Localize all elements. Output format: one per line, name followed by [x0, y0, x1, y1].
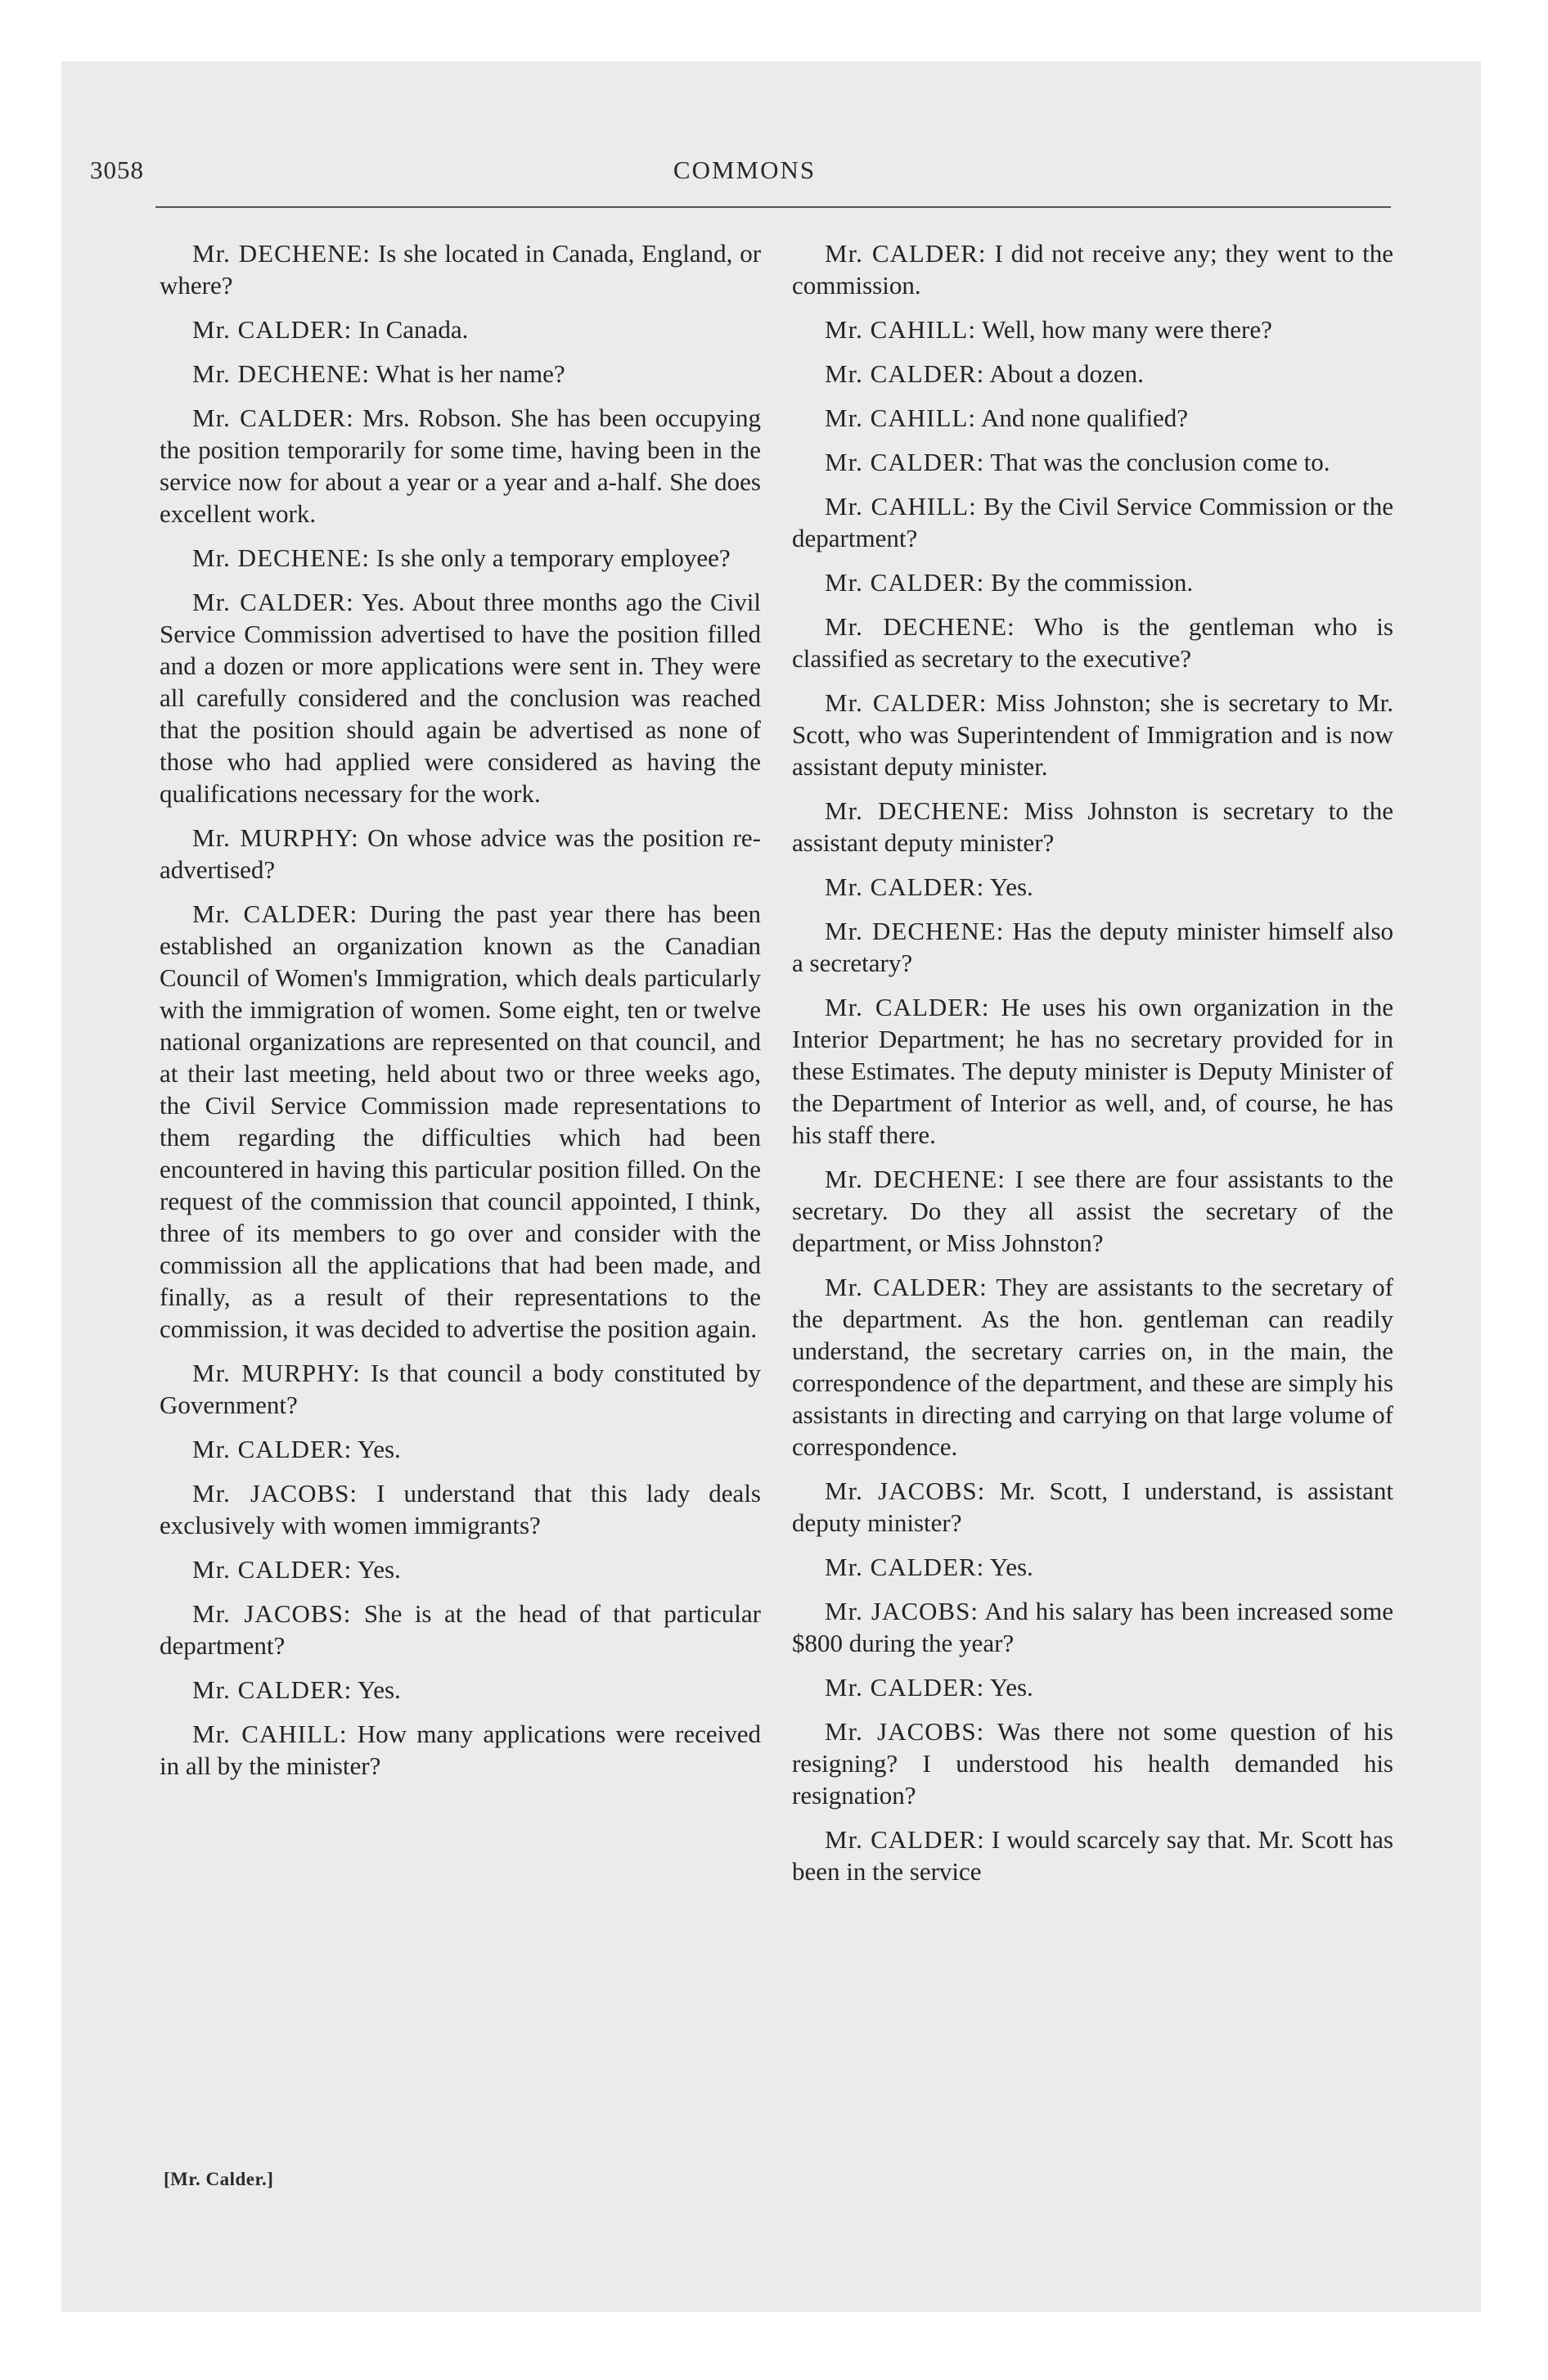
speech-paragraph	[792, 1163, 1393, 1259]
speech-paragraph	[792, 1551, 1393, 1583]
speaker-name: Mr. CALDER:	[825, 688, 988, 717]
left-column	[160, 237, 761, 1794]
speech-paragraph	[792, 1715, 1393, 1811]
speaker-name: Mr. DECHENE:	[192, 359, 370, 388]
speaker-name: Mr. JACOBS:	[825, 1717, 985, 1746]
speech-paragraph	[792, 313, 1393, 345]
speech-text: Has the deputy minister himself also a secretary?	[792, 917, 1394, 977]
speech-text: Is she located in Canada, England, or where?	[160, 239, 762, 300]
speech-text: Yes. About three months ago the Civil Service Commission advertised to have the position filled and a dozen or more applications were sent in. They were all carefully considered and the conclusion was reached that the position should again be advertised as none of those who had applied were considered as having the qualifications necessary for the work.	[160, 588, 761, 808]
speaker-name: Mr. CALDER:	[825, 993, 990, 1021]
speaker-name: Mr. CALDER:	[192, 1435, 353, 1463]
speaker-name: Mr. CAHILL:	[825, 492, 977, 521]
speech-paragraph	[160, 586, 761, 809]
speech-text: I did not receive any; they went to the commission.	[792, 239, 1393, 300]
speech-text: Mr. Scott, I understand, is assistant deputy minister?	[792, 1476, 1393, 1537]
speech-paragraph	[792, 490, 1393, 554]
speech-text: In Canada.	[358, 315, 469, 344]
speech-text: She is at the head of that particular department?	[160, 1599, 761, 1660]
speech-text: I see there are four assistants to the secretary. Do they all assist the secretary of the department, or Miss Johnston?	[792, 1165, 1394, 1257]
speaker-name: Mr. CAHILL:	[825, 403, 976, 432]
speaker-name: Mr. DECHENE:	[825, 796, 1010, 825]
speaker-name: Mr. CAHILL:	[825, 315, 976, 344]
speech-text: Yes.	[989, 1553, 1033, 1581]
speaker-name: Mr. JACOBS:	[192, 1599, 352, 1628]
page-title: COMMONS	[673, 156, 817, 184]
speaker-name: Mr. CALDER:	[825, 359, 985, 388]
speaker-name: Mr. JACOBS:	[825, 1597, 979, 1625]
speech-text: That was the conclusion come to.	[990, 448, 1330, 476]
speech-paragraph	[792, 991, 1393, 1151]
speaker-name: Mr. DECHENE:	[825, 917, 1005, 945]
speech-paragraph	[792, 1595, 1393, 1659]
speech-paragraph	[160, 822, 761, 886]
speech-paragraph	[792, 402, 1393, 434]
speech-paragraph	[160, 1598, 761, 1661]
speech-text: Yes.	[357, 1675, 401, 1704]
speech-paragraph	[792, 566, 1393, 598]
speaker-name: Mr. CALDER:	[825, 448, 985, 476]
speaker-name: Mr. CALDER:	[825, 568, 985, 597]
speech-text: I understand that this lady deals exclusively with women immigrants?	[160, 1479, 761, 1539]
speech-paragraph	[792, 915, 1393, 979]
speaker-name: Mr. CALDER:	[192, 315, 353, 344]
speaker-name: Mr. JACOBS:	[192, 1479, 358, 1508]
speaker-name: Mr. JACOBS:	[825, 1476, 986, 1505]
speech-paragraph	[792, 1475, 1393, 1539]
speech-paragraph	[792, 237, 1393, 301]
speaker-name: Mr. CALDER:	[825, 1673, 985, 1702]
speaker-name: Mr. CALDER:	[825, 239, 987, 268]
speech-paragraph	[792, 446, 1393, 478]
speaker-name: Mr. DECHENE:	[192, 239, 371, 268]
page-number: 3058	[90, 156, 144, 184]
speech-paragraph	[792, 795, 1393, 859]
speech-paragraph	[160, 898, 761, 1345]
speech-text: By the Civil Service Commission or the department?	[792, 492, 1393, 552]
speech-text: Yes.	[357, 1435, 401, 1463]
speaker-name: Mr. DECHENE:	[192, 543, 370, 572]
speech-paragraph	[792, 1671, 1393, 1703]
speaker-name: Mr. CALDER:	[192, 1675, 353, 1704]
speech-text: Yes.	[357, 1555, 401, 1584]
speech-text: During the past year there has been established an organization known as the Canadian Council of Women's Immigration, which deals particularly with the immigration of women. Some eight, ten or twelve national organizations are represented on that council, and at their last meeting, held about two or three weeks ago, the Civil Service Commission made representations to them regarding the difficulties which had been encountered in having this particular position filled. On the request of the commission that council appointed, I think, three of its members to go over and consider with the commission all the applications that had been made, and finally, as a result of their representations to the commission, it was decided to advertise the position again.	[160, 899, 761, 1343]
speech-text: About a dozen.	[989, 359, 1144, 388]
speech-paragraph	[792, 611, 1393, 674]
speech-paragraph	[160, 402, 761, 530]
speaker-name: Mr. CALDER:	[825, 1553, 985, 1581]
speech-paragraph	[792, 871, 1393, 903]
speech-text: On whose advice was the position re-advertised?	[160, 823, 761, 884]
speech-text: Mrs. Robson. She has been occupying the position temporarily for some time, having been in the service now for about a year or a year and a-half. She does excellent work.	[160, 403, 761, 528]
speaker-name: Mr. DECHENE:	[825, 612, 1015, 641]
speech-text: They are assistants to the secretary of the department. As the hon. gentleman can readily understand, the secretary carries on, in the main, the correspondence of the department, and these are simply his assistants in directing and carrying on that large volume of correspondence.	[792, 1273, 1393, 1461]
speech-paragraph	[792, 1271, 1393, 1463]
speech-paragraph	[160, 313, 761, 345]
speech-text: How many applications were received in all by the minister?	[160, 1720, 761, 1780]
speech-paragraph	[792, 687, 1393, 782]
speech-paragraph	[160, 542, 761, 574]
speech-paragraph	[160, 1718, 761, 1782]
speech-paragraph	[160, 237, 761, 301]
speech-text: Miss Johnston is secretary to the assistant deputy minister?	[792, 796, 1393, 857]
speech-paragraph	[792, 358, 1393, 390]
speech-text: Yes.	[989, 1673, 1033, 1702]
speech-paragraph	[792, 1823, 1393, 1887]
speaker-name: Mr. MURPHY:	[192, 823, 359, 852]
speech-paragraph	[160, 1674, 761, 1706]
speaker-name: Mr. MURPHY:	[192, 1359, 361, 1387]
speaker-name: Mr. CALDER:	[192, 588, 354, 616]
header-rule	[155, 206, 1391, 208]
speech-text: Is that council a body constituted by Government?	[160, 1359, 761, 1419]
speech-paragraph	[160, 358, 761, 390]
speech-paragraph	[160, 1357, 761, 1421]
speech-text: Is she only a temporary employee?	[376, 543, 731, 572]
speech-text: Yes.	[989, 872, 1033, 901]
speech-text: Who is the gentleman who is classified as secretary to the executive?	[792, 612, 1393, 673]
speech-text: He uses his own organization in the Interior Department; he has no secretary provided for in these Estimates. The deputy minister is Deputy Minister of the Department of Interior as well, and, of course, he has his staff there.	[792, 993, 1393, 1149]
page-header	[90, 156, 1399, 196]
speech-text: And none qualified?	[980, 403, 1189, 432]
footer-note: [Mr. Calder.]	[164, 2169, 274, 2189]
speech-text: Miss Johnston; she is secretary to Mr. Scott, who was Superintendent of Immigration and is now assistant deputy minister.	[792, 688, 1394, 781]
speech-paragraph	[160, 1477, 761, 1541]
speaker-name: Mr. CALDER:	[192, 403, 354, 432]
speech-paragraph	[160, 1433, 761, 1465]
speaker-name: Mr. CALDER:	[192, 899, 358, 928]
speech-text: I would scarcely say that. Mr. Scott has been in the service	[792, 1825, 1393, 1886]
speaker-name: Mr. CALDER:	[825, 1273, 988, 1301]
speech-paragraph	[160, 1553, 761, 1585]
speaker-name: Mr. CALDER:	[192, 1555, 353, 1584]
speech-text: Was there not some question of his resigning? I understood his health demanded his resignation?	[792, 1717, 1393, 1810]
speech-text: Well, how many were there?	[982, 315, 1272, 344]
speaker-name: Mr. CAHILL:	[192, 1720, 348, 1748]
speech-text: And his salary has been increased some $800 during the year?	[792, 1597, 1393, 1657]
right-column	[792, 237, 1393, 1900]
speech-text: By the commission.	[991, 568, 1194, 597]
speaker-name: Mr. CALDER:	[825, 872, 985, 901]
speaker-name: Mr. DECHENE:	[825, 1165, 1006, 1193]
speaker-name: Mr. CALDER:	[825, 1825, 985, 1854]
speech-text: What is her name?	[376, 359, 565, 388]
